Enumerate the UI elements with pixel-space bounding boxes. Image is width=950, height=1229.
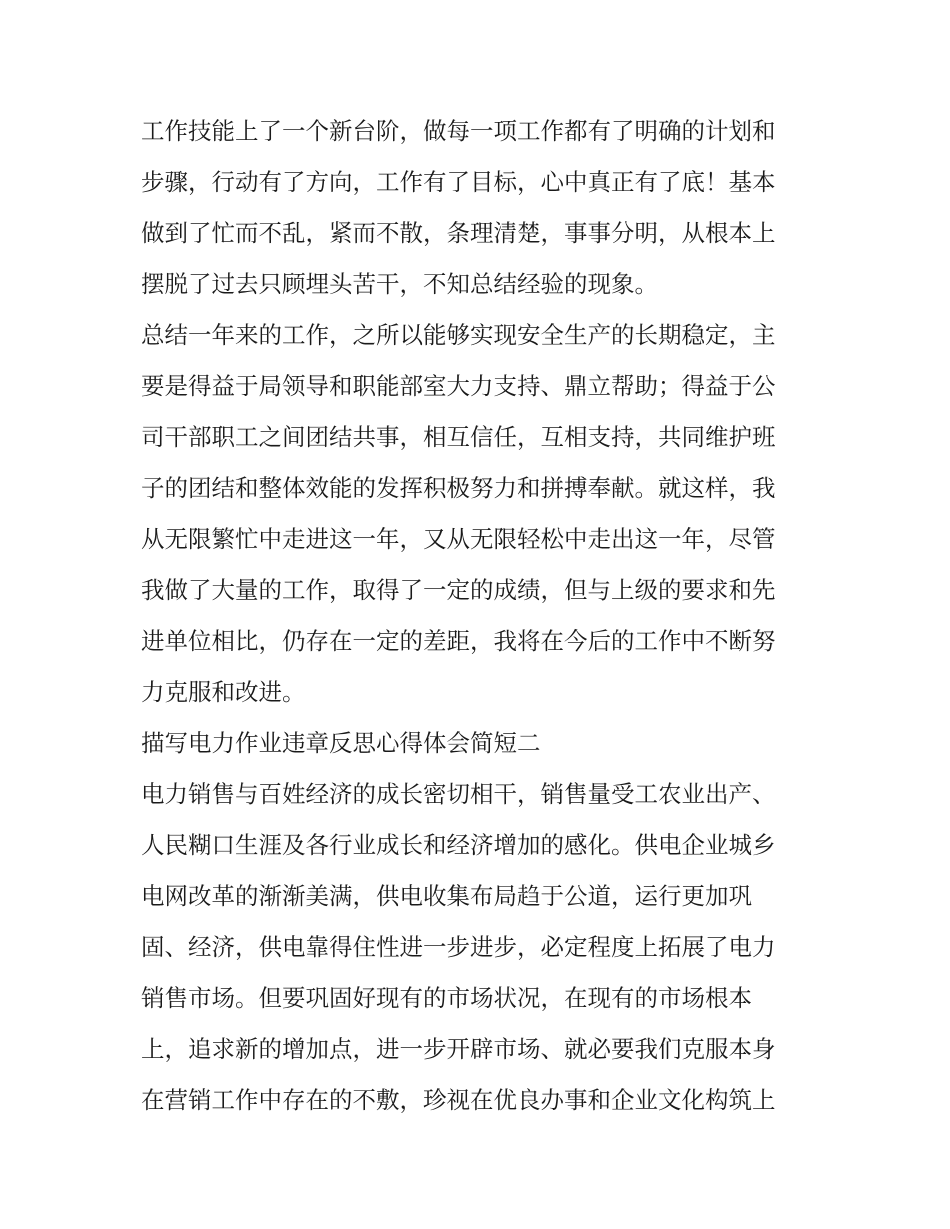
text-line: 在营销工作中存在的不敷，珍视在优良办事和企业文化构筑上: [141, 1086, 776, 1114]
document-body: [141, 106, 821, 1126]
text-line: 要是得益于局领导和职能部室大力支持、鼎立帮助；得益于公: [141, 372, 776, 400]
section-heading: 描写电力作业违章反思心得体会简短二: [141, 729, 541, 757]
text-line: 司干部职工之间团结共事，相互信任，互相支持，共同维护班: [141, 423, 776, 451]
text-line: 步骤，行动有了方向，工作有了目标，心中真正有了底！基本: [141, 168, 776, 196]
text-line: 固、经济，供电靠得住性进一步进步，必定程度上拓展了电力: [141, 933, 776, 961]
text-line: 销售市场。但要巩固好现有的市场状况，在现有的市场根本: [141, 984, 752, 1012]
text-line: 上，追求新的增加点，进一步开辟市场、就必要我们克服本身: [141, 1035, 776, 1063]
text-line: 人民糊口生涯及各行业成长和经济增加的感化。供电企业城乡: [141, 831, 776, 859]
text-line: 我做了大量的工作，取得了一定的成绩，但与上级的要求和先: [141, 576, 776, 604]
text-line: 电网改革的渐渐美满，供电收集布局趋于公道，运行更加巩: [141, 882, 752, 910]
text-line: 做到了忙而不乱，紧而不散，条理清楚，事事分明，从根本上: [141, 219, 776, 247]
text-line: 进单位相比，仍存在一定的差距，我将在今后的工作中不断努: [141, 627, 776, 655]
text-line: 力克服和改进。: [141, 678, 306, 706]
text-line: 摆脱了过去只顾埋头苦干，不知总结经验的现象。: [141, 270, 658, 298]
text-line: 工作技能上了一个新台阶，做每一项工作都有了明确的计划和: [141, 117, 776, 145]
text-line: 总结一年来的工作，之所以能够实现安全生产的长期稳定，主: [141, 321, 776, 349]
text-line: 电力销售与百姓经济的成长密切相干，销售量受工农业出产、: [141, 780, 776, 808]
text-line: 子的团结和整体效能的发挥积极努力和拼搏奉献。就这样，我: [141, 474, 776, 502]
text-line: 从无限繁忙中走进这一年，又从无限轻松中走出这一年，尽管: [141, 525, 776, 553]
